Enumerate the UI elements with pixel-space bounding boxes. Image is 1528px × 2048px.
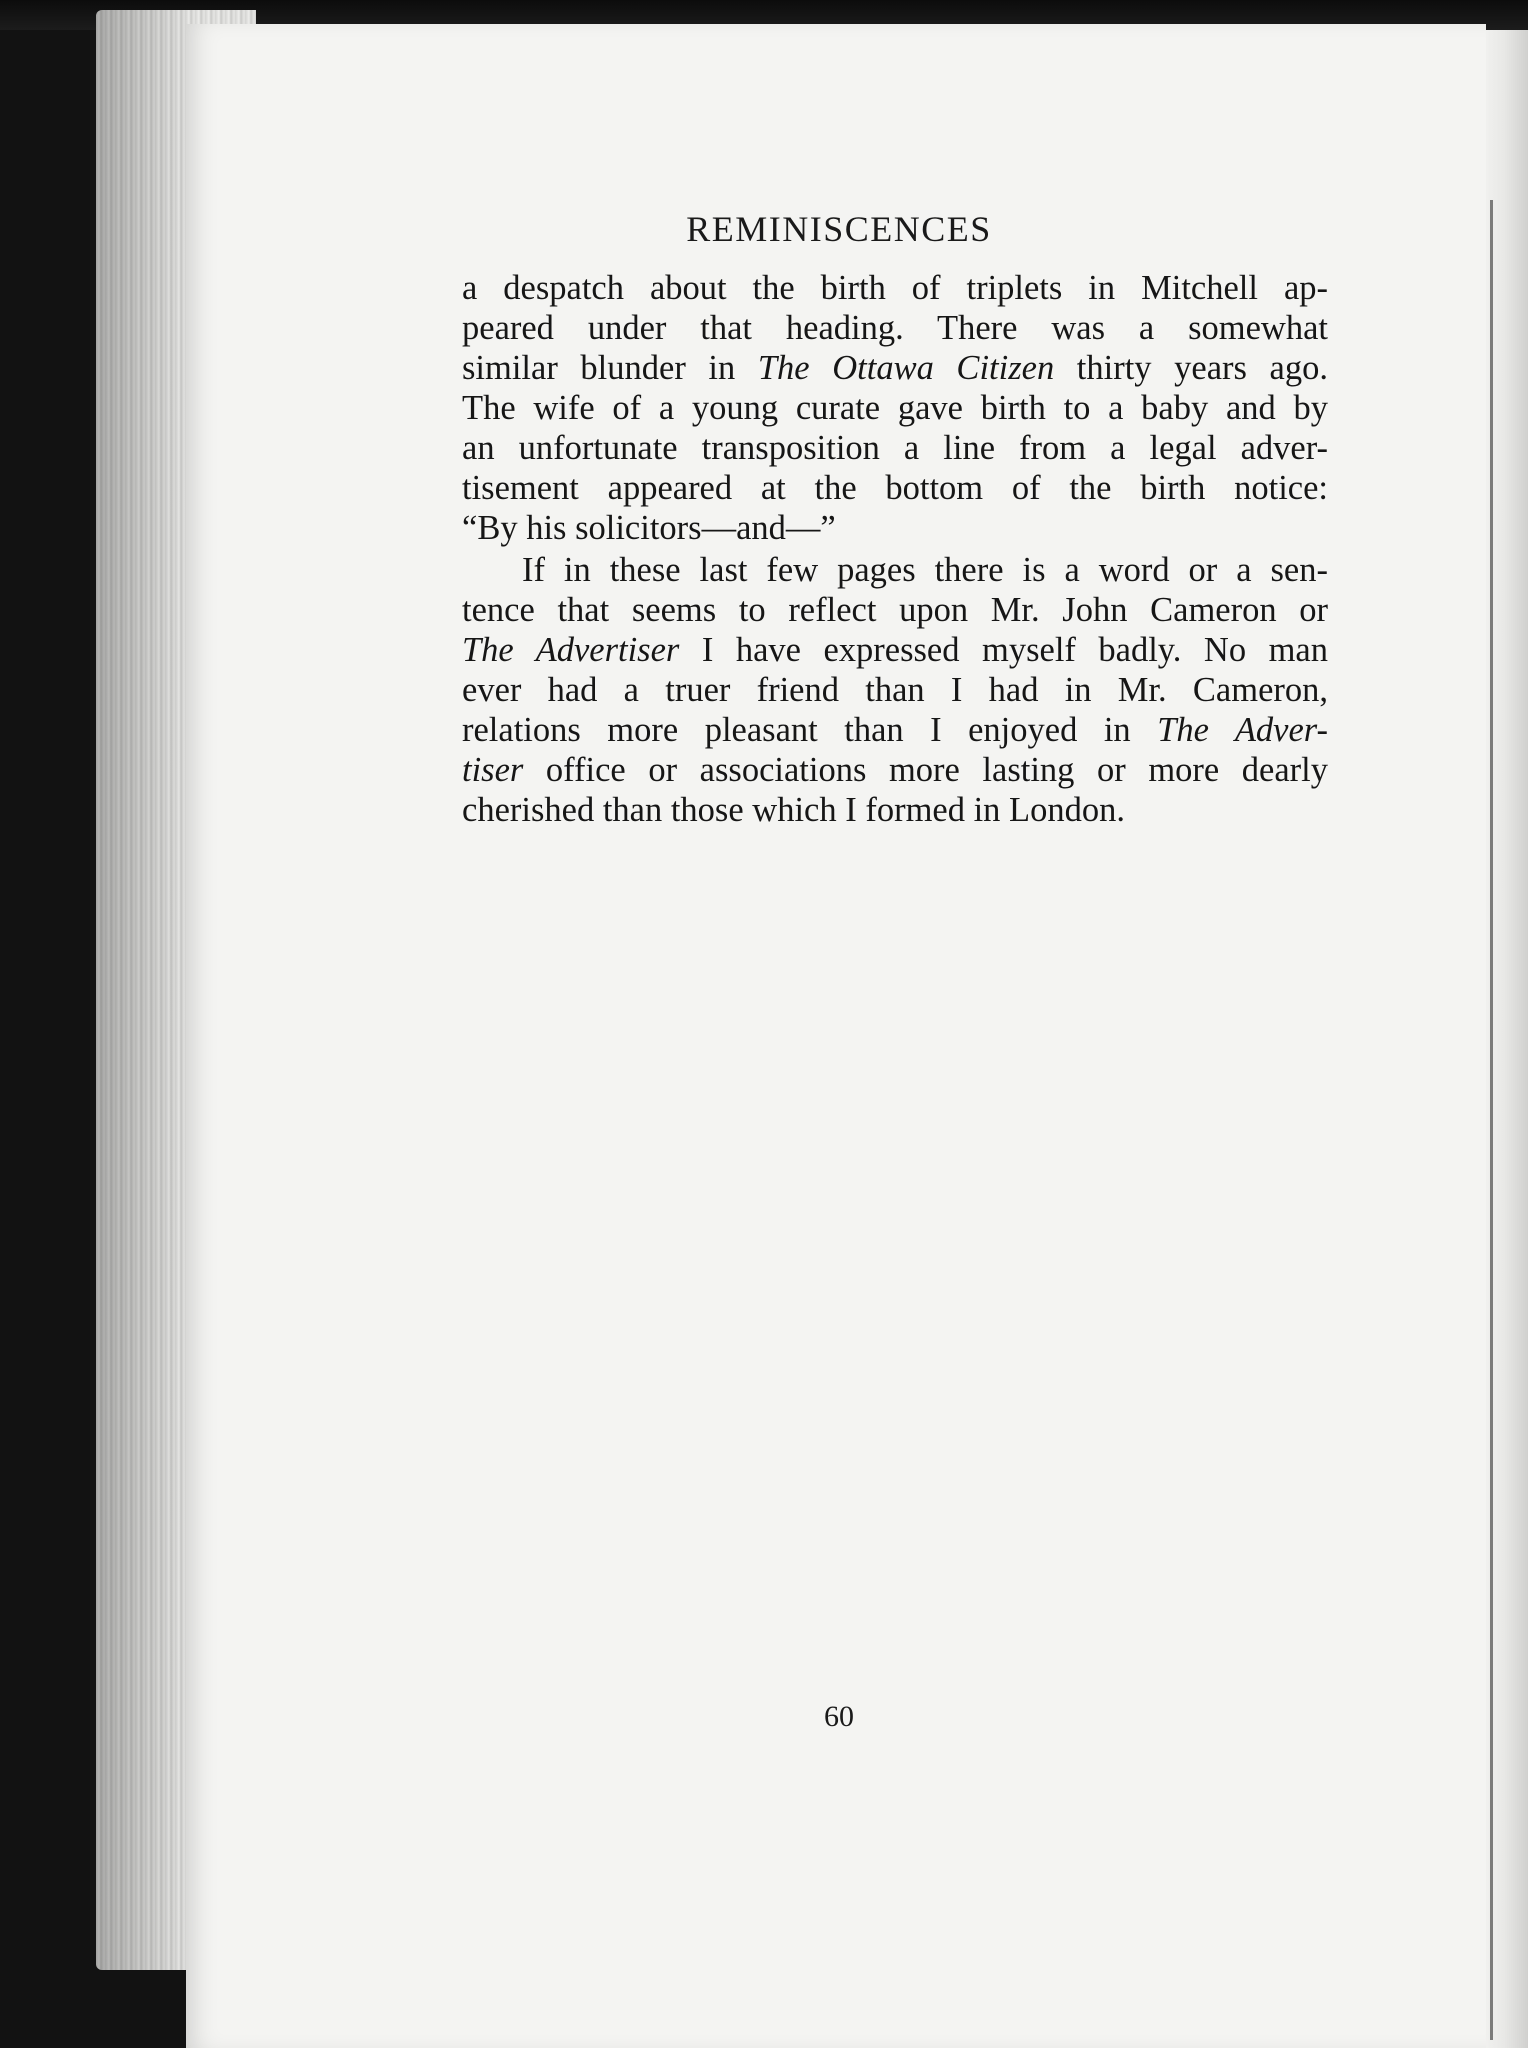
body-text [462,268,1328,830]
page-number-text: 60 [824,1700,854,1733]
page-number [0,1700,1528,1734]
text-run: thirty years ago. [1054,349,1328,387]
text-line: ever had a truer friend than I had in Mr. Cameron, [462,671,1328,709]
text-line: cherished than those which I formed in London. [462,791,1125,829]
text-line: “By his solicitors—and—” [462,509,836,547]
text-run: I have expressed myself badly. No man [679,631,1328,669]
running-head-text: REMINISCENCES [686,209,992,249]
text-line: peared under that heading. There was a somewhat [462,309,1328,347]
text-line: tisement appeared at the bottom of the birth notice: [462,469,1328,507]
text-line: The wife of a young curate gave birth to a baby and by [462,389,1328,427]
text-line: an unfortunate transposition a line from a legal adver- [462,429,1328,467]
text-run: relations more pleasant than I enjoyed in [462,711,1158,749]
text-line: a despatch about the birth of triplets in Mitchell ap- [462,269,1328,307]
text-line: tence that seems to reflect upon Mr. John Cameron or [462,591,1328,629]
text-run: similar blunder in [462,349,758,387]
text-line [462,630,1328,670]
italic-title: tiser [462,751,524,789]
text-line: If in these last few pages there is a word or a sen- [522,551,1328,589]
text-line [462,710,1328,750]
text-run: office or associations more lasting or more dearly [523,751,1328,789]
text-line [462,348,1328,388]
running-head [0,208,1528,250]
italic-title: The Adver- [1157,711,1328,749]
text-line [462,750,1328,790]
italic-title: The Advertiser [462,631,680,669]
book-right-edge-line [1490,200,1493,2040]
italic-title: The Ottawa Citizen [757,349,1055,387]
